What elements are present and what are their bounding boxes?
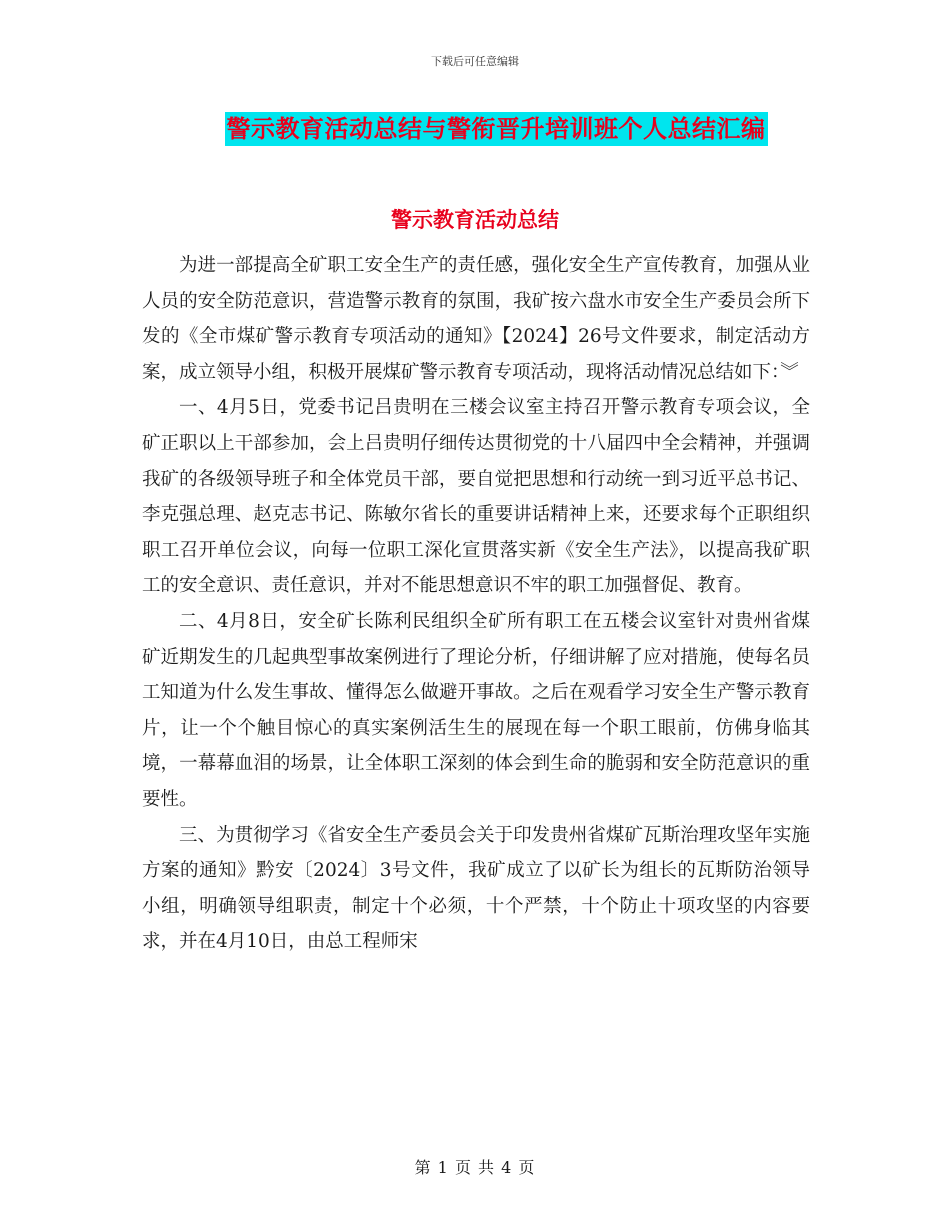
page-header-note: 下载后可任意编辑	[431, 55, 519, 68]
paragraph-intro: 为进一部提高全矿职工安全生产的责任感，强化安全生产宣传教育，加强从业人员的安全防范意识，营造警示教育的氛围，我矿按六盘水市安全生产委员会所下发的《全市煤矿警示教育专项活动的通知》【2024】26号文件要求，制定活动方案，成立领导小组，积极开展煤矿警示教育专项活动，现将活动情况总结如下：︾	[142, 255, 810, 383]
document-title: 警示教育活动总结与警衔晋升培训班个人总结汇编	[225, 112, 768, 146]
section-title: 警示教育活动总结	[391, 208, 559, 232]
paragraph-three: 三、为贯彻学习《省安全生产委员会关于印发贵州省煤矿瓦斯治理攻坚年实施方案的通知》黔安〔2024〕3号文件，我矿成立了以矿长为组长的瓦斯防治领导小组，明确领导组职责，制定十个必须，十个严禁，十个防止十项攻坚的内容要求，并在4月10日，由总工程师宋	[142, 824, 810, 953]
paragraph-one: 一、4月5日，党委书记吕贵明在三楼会议室主持召开警示教育专项会议，全矿正职以上干部参加，会上吕贵明仔细传达贯彻党的十八届四中全会精神，并强调我矿的各级领导班子和全体党员干部，要自觉把思想和行动统一到习近平总书记、李克强总理、赵克志书记、陈敏尔省长的重要讲话精神上来，还要求每个正职组织职工召开单位会议，向每一位职工深化宣贯落实新《安全生产法》，以提高我矿职工的安全意识、责任意识，并对不能思想意识不牢的职工加强督促、教育。	[142, 397, 810, 597]
document-title-container	[0, 112, 950, 146]
page-footer-number: 第 1 页 共 4 页	[414, 1158, 536, 1177]
paragraph-two: 二、4月8日，安全矿长陈利民组织全矿所有职工在五楼会议室针对贵州省煤矿近期发生的几起典型事故案例进行了理论分析，仔细讲解了应对措施，使每名员工知道为什么发生事故、懂得怎么做避开事故。之后在观看学习安全生产警示教育片，让一个个触目惊心的真实案例活生生的展现在每一个职工眼前，仿佛身临其境，一幕幕血泪的场景，让全体职工深刻的体会到生命的脆弱和安全防范意识的重要性。	[142, 610, 810, 810]
document-body	[142, 248, 810, 960]
